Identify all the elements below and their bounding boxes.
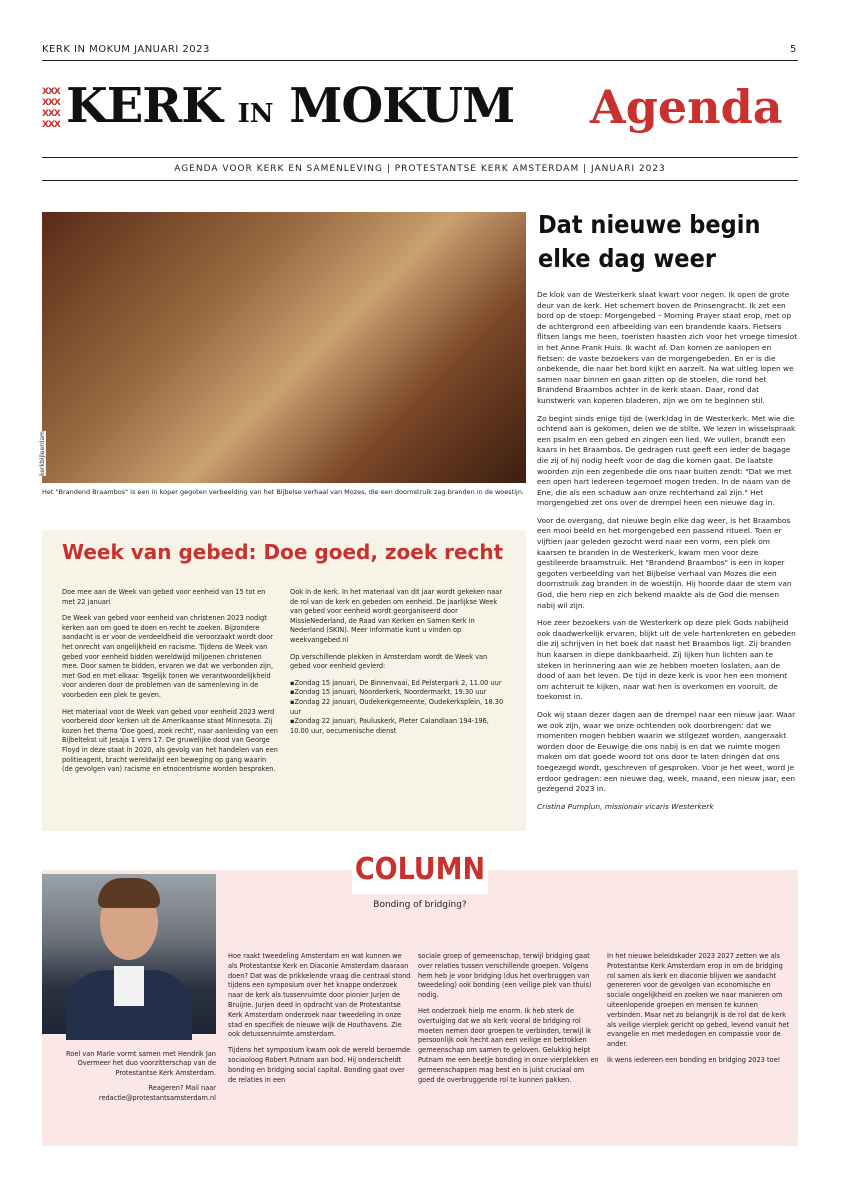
column-paragraph: In het nieuwe beleidskader 2023 2027 zetten we als Protestantse Kerk Amsterdam erop in om de bridging rol samen als kerk en diaconie blijven we aandacht genereren voor de gevolgen van economische en sociale ongelijkheid en zoeken we naar manieren om uiteenlopende groepen en mensen te kunnen verbinden. Maar net zo belangrijk is de rol dat de kerk als veilige vierplek gericht op gebed, levend vanuit het evangelie en met mededogen en compassie voor de ander. (607, 952, 790, 1049)
masthead-title (66, 78, 514, 134)
photo-credit: kerkbijleerdam (38, 431, 46, 476)
article-paragraph: De klok van de Westerkerk slaat kwart voor negen. Ik open de grote deur van de kerk. Het schemert boven de Prinsengracht. Ik zet een bord op de stoep: Morgengebed – Morning Prayer staat erop, met op de achtergrond een afbeelding van een brandende kaars. Fietsers flitsen langs me heen, toeristen haasten zich voor het vroege timeslot in het Anne Frank Huis. Ik wacht af. Dan komen ze aanlopen en fietsen: de vaste bezoekers van de morgengebeden. En er is die onbekende, die naar het bord kijkt en aarzelt. Na wat uitleg lopen we samen naar binnen en gaan zitten op de stoelen, die rond het Brandend Braambos achter in de kerk staan. Daar, rond dat kunstwerk van koperen bladeren, zijn we om te beginnen stil. (537, 290, 798, 405)
prayer-week-column-1 (62, 588, 278, 782)
prayer-week-column-2 (290, 588, 506, 736)
masthead-mokum: MOKUM (289, 78, 515, 134)
event-item: ▪ Zondag 22 januari, Pauluskerk, Pieter Calandlaan 194-196, 10.00 uur, oecumenische dienst (290, 717, 506, 736)
masthead-agenda: Agenda (590, 80, 783, 134)
masthead-in: IN (237, 99, 274, 129)
box-paragraph: Het materiaal voor de Week van gebed voor eenheid 2023 werd voorbereid door kerken uit de Amerikaanse staat Minnesota. Zij kozen het thema 'Doe goed, zoek recht', naar aanleiding van een Bijbeltekst uit Jesaja 1 vers 17. De gruwelijke dood van George Floyd in deze staat in 2020, als gevolg van het handelen van een politieagent, bracht wereldwijd een beweging op gang waarin (de gevolgen van) racisme en etnocentrisme worden besproken. (62, 707, 278, 774)
author-bio: Roel van Marle vormt samen met Hendrik Jan Overmeer het duo voorzitterschap van de Protestantse Kerk Amsterdam. (66, 1050, 216, 1077)
column-author-note (66, 1050, 216, 1109)
page-number: 5 (790, 44, 797, 55)
article-signature: Cristina Pumplun, missionair vicaris Westerkerk (537, 801, 714, 811)
contact-note: Reageren? Mail naar redactie@protestantsamsterdam.nl (98, 1084, 216, 1102)
author-portrait (42, 874, 216, 1034)
article-headline: Dat nieuwe begin elke dag weer (538, 210, 761, 273)
photo-caption: Het "Brandend Braambos" is een in koper gegoten verbeelding van het Bijbelse verhaal van Mozes, die een doornstruik zag branden in de woestijn. (42, 488, 524, 496)
article-body (537, 290, 799, 819)
column-paragraph: Tijdens het symposium kwam ook de wereld beroemde sociaoloog Robert Putnam aan bod. Hij onderscheidt bonding en bridging social capital. Bonding gaat over de relaties in een (228, 1046, 411, 1084)
masthead-kerk: KERK (66, 78, 222, 134)
column-label: COLUMN (354, 852, 486, 887)
box-paragraph: Ook in de kerk. In het materiaal van dit jaar wordt gekeken naar de rol van de kerk en gebeden om eenheid. De jaarlijkse Week van gebed voor eenheid wordt georganiseerd door MissieNederland, de Raad van Kerken en Samen Kerk in Nederland (SKIN). Meer informatie kunt u vinden op weekvangebed.nl (290, 588, 503, 644)
box-paragraph: Doe mee aan de Week van gebed voor eenheid van 15 tot en met 22 januari (62, 588, 266, 606)
box-paragraph: De Week van gebed voor eenheid van christenen 2023 nodigt kerken aan om goed te doen en recht te zoeken. Bijzondere aandacht is er voor de verdeeldheid die veroorzaakt wordt door het onrecht van ongelijkheid en racisme. Tijdens de Week van gebed voor eenheid bidden wereldwijd miljoenen christenen mee. Door samen te bidden, ervaren we dat we verbonden zijn, met God en met elkaar. Tegelijk tonen we verantwoordelijkheid voor anderen door de problemen van de samenleving in de voorbeden een plek te geven. (62, 614, 274, 699)
column-subtitle: Bonding of bridging? (373, 900, 467, 910)
tagline-rule-top (42, 157, 798, 158)
column-paragraph: Ik wens iedereen een bonding en bridging 2023 toe! (607, 1055, 781, 1064)
tagline: AGENDA VOOR KERK EN SAMENLEVING | PROTESTANTSE KERK AMSTERDAM | JANUARI 2023 (174, 164, 666, 174)
event-item: ▪ Zondag 15 januari, De Binnenvaai, Ed Pelsterpark 2, 11.00 uur (290, 679, 506, 689)
box-paragraph: Op verschillende plekken in Amsterdam wordt de Week van gebed voor eenheid gevierd: (290, 652, 488, 671)
column-text-2 (418, 952, 602, 1091)
column-text-3 (607, 952, 791, 1072)
event-item: ▪ Zondag 15 januari, Noorderkerk, Noordermarkt, 19.30 uur (290, 688, 506, 698)
publication-line: KERK IN MOKUM JANUARI 2023 (42, 44, 210, 55)
column-paragraph: sociale groep of gemeenschap, terwijl bridging gaat over relaties tussen verschillende groepen. Volgens hem heb je voor bridging (dus het overbruggen van tweedeling) ook bonding (een veilige plek van thuis) nodig. (418, 952, 592, 1000)
tagline-rule-bottom (42, 180, 798, 181)
event-item: ▪ Zondag 22 januari, Oudekerkgemeente, Oudekerksplein, 18.30 uur (290, 698, 506, 717)
candle-photo (38, 212, 526, 483)
column-paragraph: Hoe raakt tweedeling Amsterdam en wat kunnen we als Protestantse Kerk en Diaconie Amsterdam daaraan doen? Dat was de prikkelende vraag die centraal stond tijdens een symposium over het knappe onderzoek naar de kerk als tussenruimte door pionier Jurjen de Bruijne. Jurjen deed in opdracht van de Protestantse Kerk Amsterdam onderzoek naar tweedeling in onze stad en specifiek de nieuwe wijk de Houthavens. Zie ook detussenruimte.amsterdam. (228, 952, 411, 1039)
amsterdam-crosses-logo: XXX XXX XXX XXX (42, 87, 60, 130)
prayer-week-title: Week van gebed: Doe goed, zoek recht (62, 540, 504, 564)
column-text-1 (228, 952, 412, 1091)
article-paragraph: Hoe zeer bezoekers van de Westerkerk op deze plek Gods nabijheid ook daadwerkelijk ervaren, blijkt uit de vele hartenkreten en gebeden die zij schrijven in het boek dat naast het Braambos ligt. Zij branden hun kaarsen in diepe dankbaarheid. Zij lijken hun lichten aan te steken in herinnering aan wie ze hebben moeten loslaten, aan de dood of aan het leven. De tijd in deze kerk is voor hen een moment om achteruit te kijken, naar wat hen is overkomen en vooruit, de toekomst in. (537, 618, 796, 702)
article-paragraph: Zo begint sinds enige tijd de (werk)dag in de Westerkerk. Met wie die ochtend aan is gekomen, delen we de stilte. We lezen in wisselspraak een psalm en een gebed en zingen een lied. We vullen, brandt een kaars in het Braambos. De gedragen rust geeft een ieder de bagage die zij of hij nodig heeft voor de dag die komen gaat. De laatste woorden zijn een zegenbede die ons naar buiten zendt: "Dat we met een open hart iedereen tegemoet mogen treden. In de naam van de Ene, die als een schaduw aan onze rechterhand zal zijn." Het morgengebed zet ons over de drempel heen een nieuwe dag in. (537, 413, 796, 508)
article-paragraph: Voor de overgang, dat nieuwe begin elke dag weer, is het Braambos een mooi beeld en het morgengebed een passend ritueel. Toen er vijftien jaar geleden gezocht werd naar een vorm, een plek om kaarsen te branden in de Westerkerk, kwam men voor deze gestileerde braamstruik. Het "Brandend Braambos" is een in koper gegoten verbeelding van het Bijbelse verhaal van Mozes die een doornstruik zag branden in de woestijn. Hij hoorde daar de stem van God, die hem riep en zich bekend maakte als de God die mensen nabij wil zijn. (537, 515, 792, 610)
event-list (290, 679, 506, 737)
top-rule (42, 60, 798, 61)
article-paragraph: Ook wij staan dezer dagen aan de drempel naar een nieuw jaar. Waar we ook zijn, waar we onze ochtenden ook doorbrengen: dat we momenten mogen hebben waarin we stilgezet worden, aangeraakt worden door de Eeuwige die ons nabij is en dat we ruimte mogen maken om dat goede woord tot ons door te laten dringen dat ons toegezegd wordt, geschreven of gesproken. Voor je het weet, word je erdoor gedragen: een nieuwe dag, week, maand, een nieuw jaar, een gezegend 2023 in. (537, 709, 796, 794)
column-paragraph: Het onderzoek hielp me enorm. Ik heb sterk de overtuiging dat we als kerk vooral de bridging rol moeten nemen door groepen te verbinden, terwijl ik persoonlijk ook hecht aan een veilige en betrokken gemeenschap om samen te geloven. Gelukkig helpt Putnam me een beetje bonding in onze vierplekken en gemeenschappen mag best en is juist cruciaal om goed de overbruggende rol te kunnen pakken. (418, 1006, 599, 1084)
